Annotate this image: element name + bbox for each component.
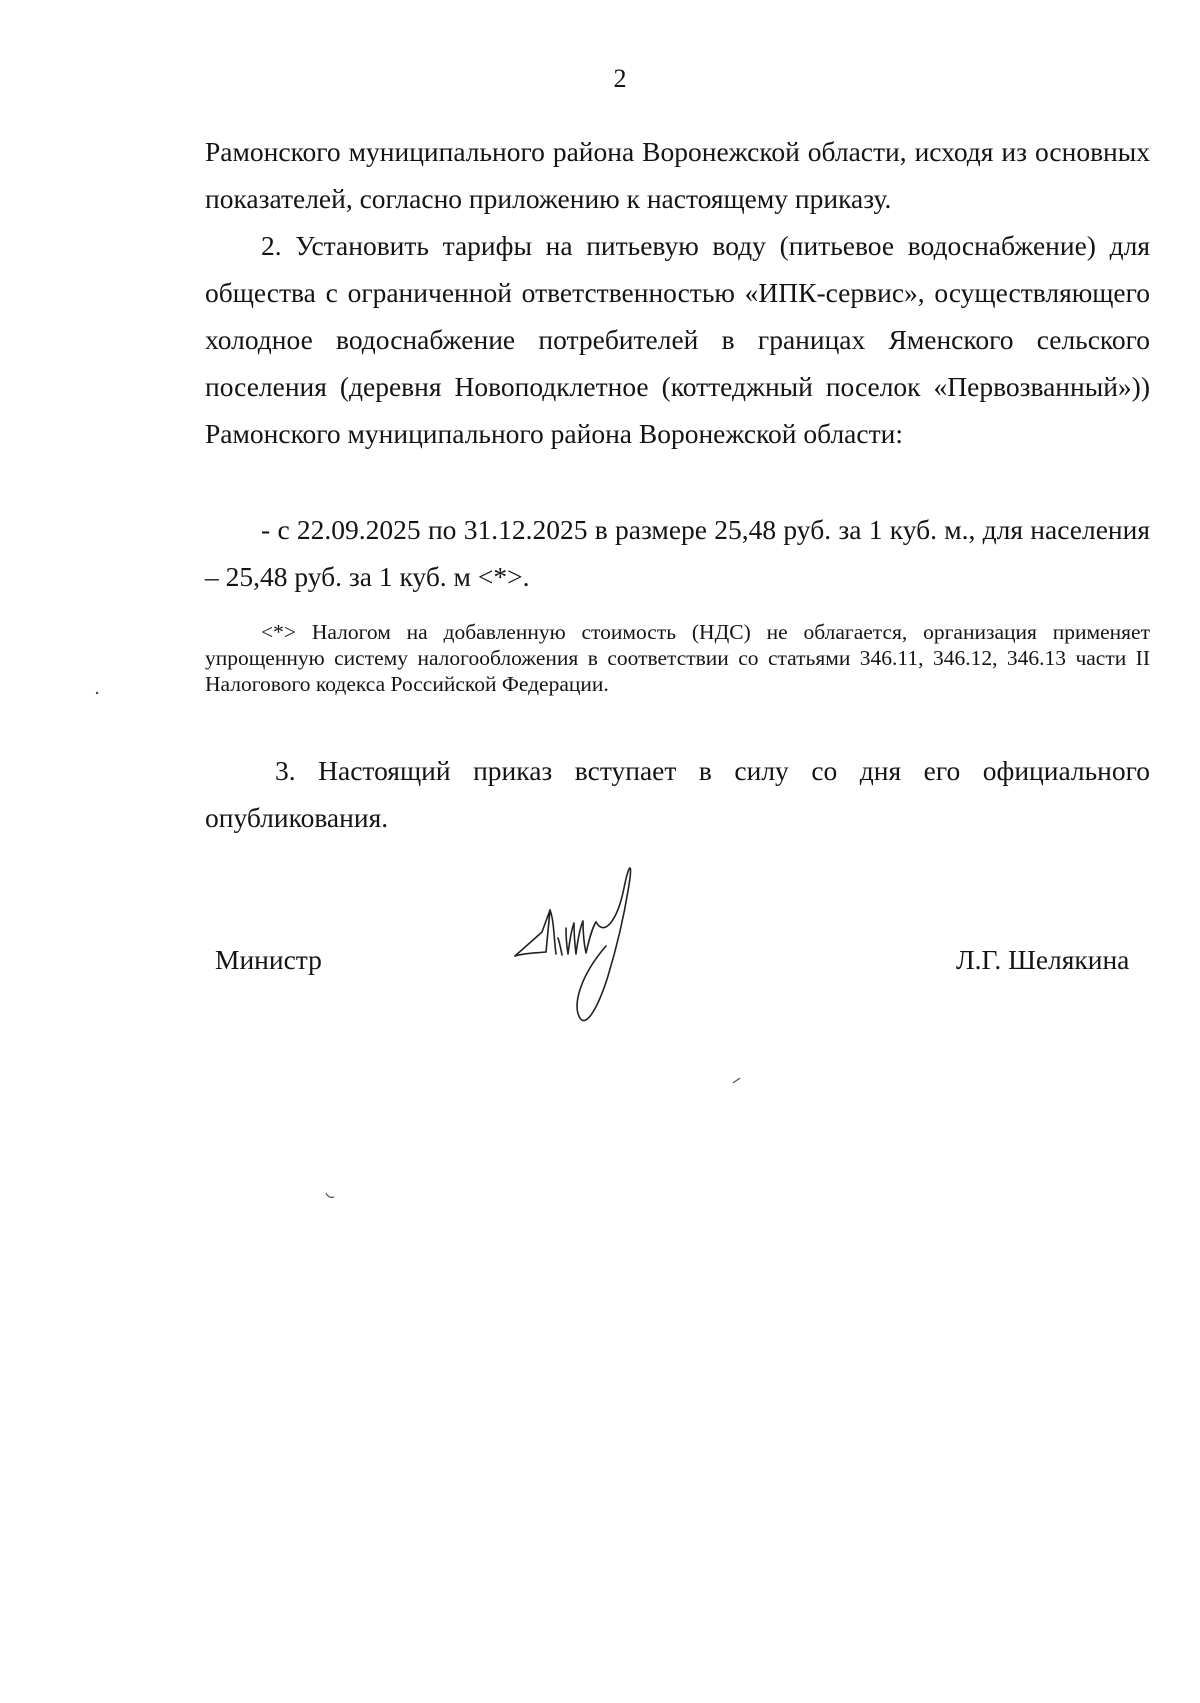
signatory-title: Министр — [215, 944, 322, 975]
scan-speck — [94, 690, 100, 696]
paragraph-tariff-clause: 2. Установить тарифы на питьевую воду (питьевое водоснабжение) для общества с ограниченной ответственностью «ИПК-сервис», осуществляющего холодное водоснабжение потребителей в границах Яменского сельского поселения (деревня Новоподклетное (коттеджный поселок «Первозванный»)) Рамонского муниципального района Воронежской области: — [205, 230, 1150, 449]
signatory-name: Л.Г. Шелякина — [956, 944, 1130, 975]
handwritten-signature — [510, 858, 660, 1058]
page-number: 2 — [613, 64, 627, 93]
paragraph-continuation: Рамонского муниципального района Воронежской области, исходя из основных показателей, согласно приложению к настоящему приказу. — [205, 136, 1150, 214]
scan-speck — [732, 1076, 742, 1084]
paragraph-tariff-period: - с 22.09.2025 по 31.12.2025 в размере 25,48 руб. за 1 куб. м., для населения – 25,48 руб. за 1 куб. м <*>. — [205, 514, 1150, 592]
paragraph-effective-date: 3. Настоящий приказ вступает в силу со дня его официального опубликования. — [205, 755, 1150, 833]
footnote: <*> Налогом на добавленную стоимость (НДС) не облагается, организация применяет упрощенную систему налогообложения в соответствии со статьями 346.11, 346.12, 346.13 части II Налогового кодекса Российской Федерации. — [205, 620, 1150, 696]
scan-speck — [325, 1192, 335, 1200]
